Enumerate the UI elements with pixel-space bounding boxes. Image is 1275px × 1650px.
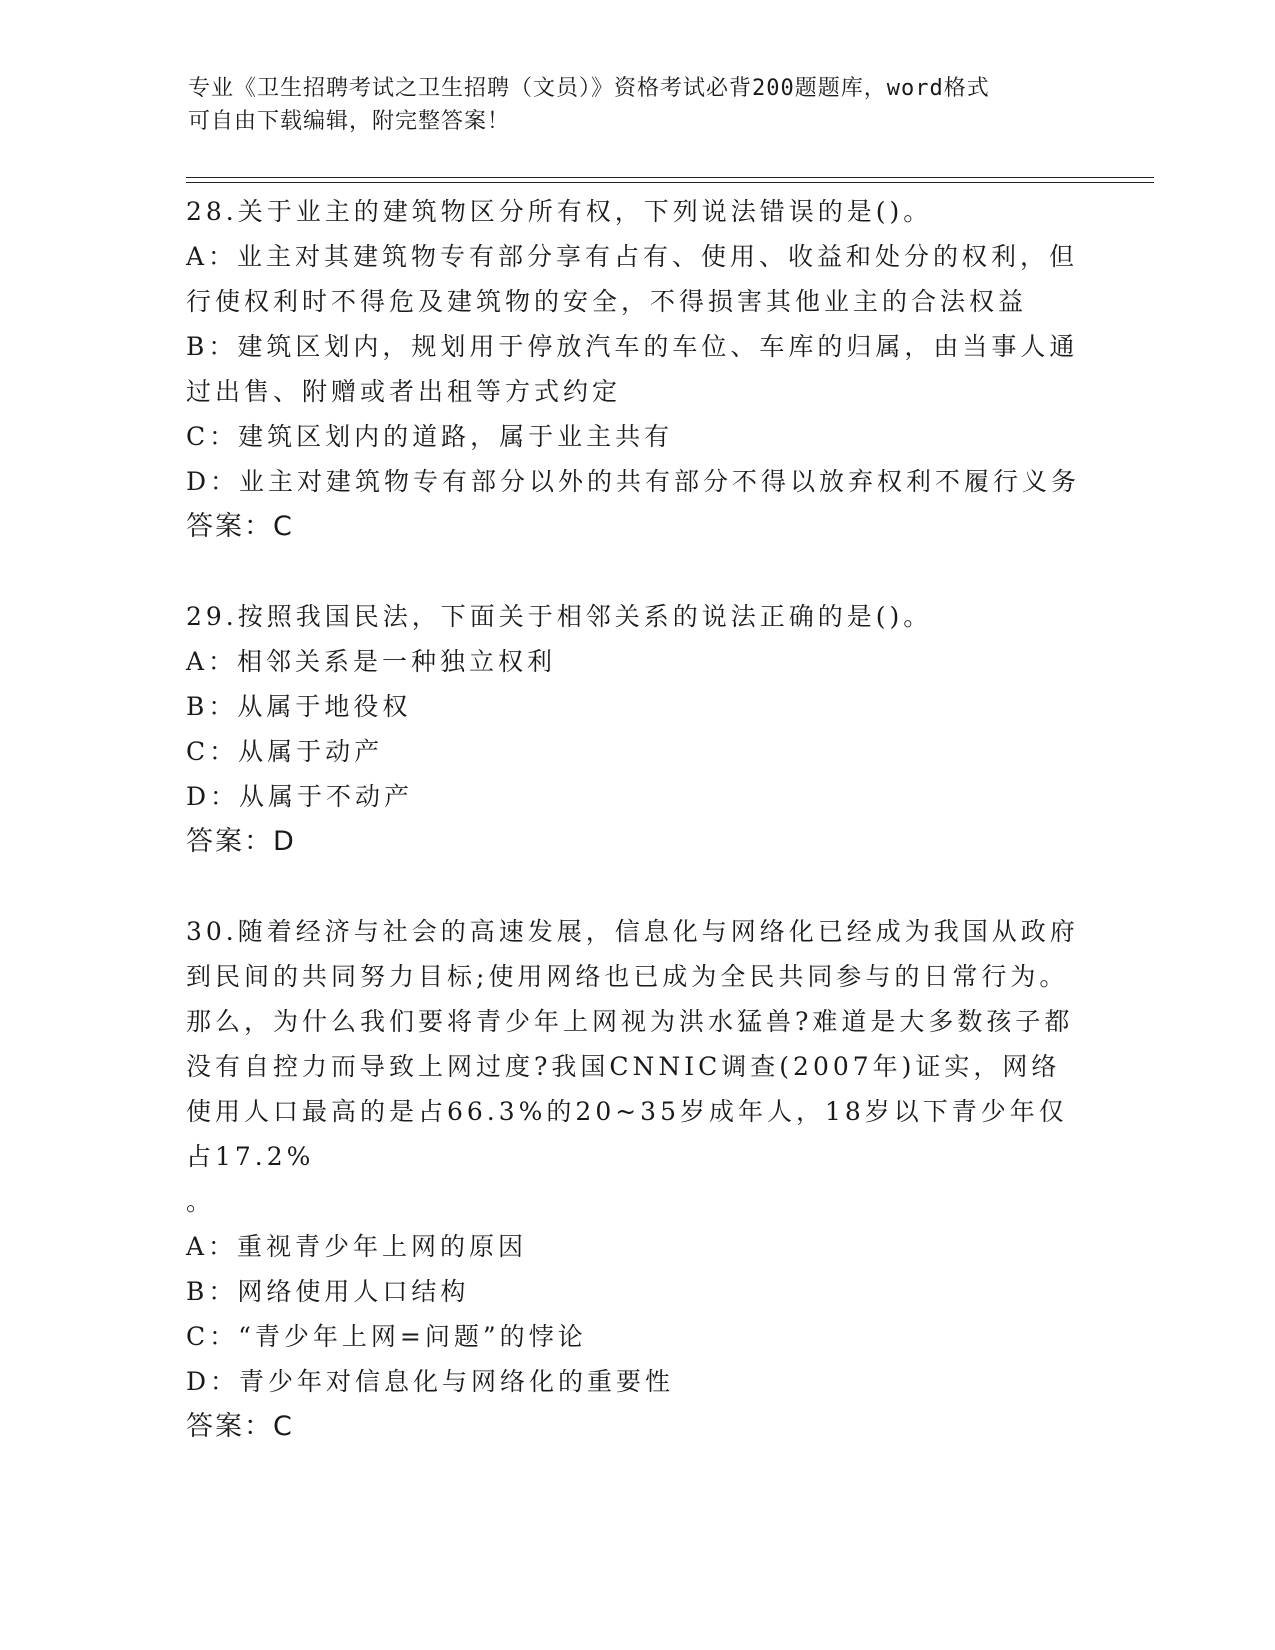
header-divider-top xyxy=(186,177,1154,178)
option-d: D：青少年对信息化与网络化的重要性 xyxy=(186,1367,675,1396)
answer-label: 答案：C xyxy=(186,1411,294,1442)
header-divider-bottom xyxy=(186,182,1154,183)
option-c: C：从属于动产 xyxy=(186,737,384,766)
option-b: B：建筑区划内，规划用于停放汽车的车位、车库的归属，由当事人通过出售、附赠或者出租等方式约定 xyxy=(186,332,1079,406)
option-b: B：网络使用人口结构 xyxy=(186,1277,470,1306)
question-30 xyxy=(186,909,1086,1449)
question-stem: 30.随着经济与社会的高速发展，信息化与网络化已经成为我国从政府到民间的共同努力目标;使用网络也已成为全民共同参与的日常行为。那么，为什么我们要将青少年上网视为洪水猛兽?难道是大多数孩子都没有自控力而导致上网过度?我国CNNIC调查(2007年)证实，网络使用人口最高的是占66.3%的20~35岁成年人，18岁以下青少年仅占17.2% xyxy=(186,917,1079,1171)
option-d: D：业主对建筑物专有部分以外的共有部分不得以放弃权利不履行义务 xyxy=(186,467,1081,496)
question-list xyxy=(186,189,1086,1449)
option-a: A：业主对其建筑物专有部分享有占有、使用、收益和处分的权利，但行使权利时不得危及建筑物的安全，不得损害其他业主的合法权益 xyxy=(186,242,1079,316)
question-29 xyxy=(186,594,1086,864)
option-c: C：建筑区划内的道路，属于业主共有 xyxy=(186,422,674,451)
option-d: D：从属于不动产 xyxy=(186,782,414,811)
option-b: B：从属于地役权 xyxy=(186,692,412,721)
option-a: A：重视青少年上网的原因 xyxy=(186,1232,528,1261)
option-a: A：相邻关系是一种独立权利 xyxy=(186,647,557,676)
answer-label: 答案：C xyxy=(186,511,294,542)
document-header xyxy=(188,72,1088,138)
question-28 xyxy=(186,189,1086,549)
header-line-2: 可自由下载编辑，附完整答案！ xyxy=(188,109,511,134)
question-stem-tail: 。 xyxy=(186,1187,216,1216)
answer-label: 答案：D xyxy=(186,826,296,857)
question-stem: 29.按照我国民法，下面关于相邻关系的说法正确的是()。 xyxy=(186,602,933,631)
question-stem: 28.关于业主的建筑物区分所有权，下列说法错误的是()。 xyxy=(186,197,933,226)
option-c: C：“青少年上网=问题”的悖论 xyxy=(186,1322,587,1351)
header-line-1: 专业《卫生招聘考试之卫生招聘（文员）》资格考试必背200题题库，word格式 xyxy=(188,76,990,101)
